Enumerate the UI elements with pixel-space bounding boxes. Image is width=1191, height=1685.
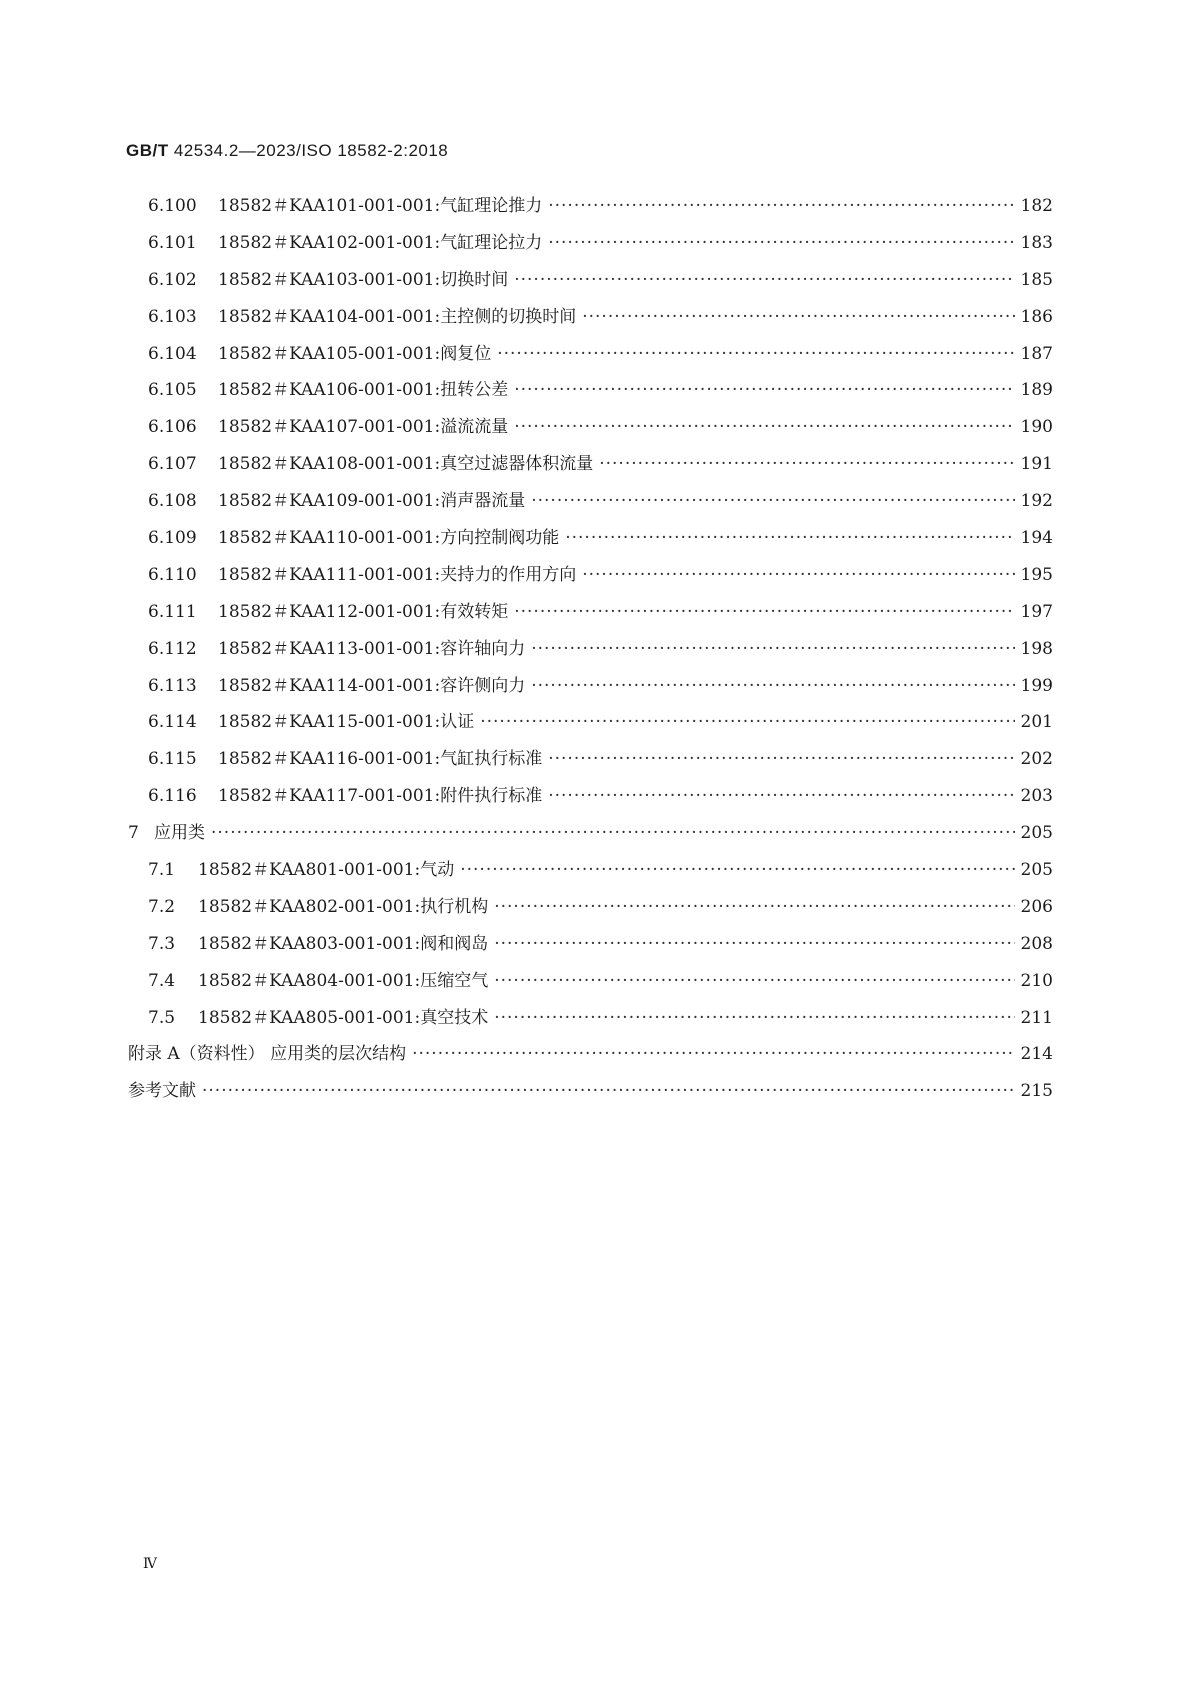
- toc-entry-title: 18582＃KAA109-001-001:消声器流量: [218, 491, 526, 512]
- toc-entry-title: 18582＃KAA803-001-001:阀和阀岛: [198, 933, 489, 954]
- toc-entry-number: 6.103: [148, 306, 197, 327]
- toc-entry-title: 应用类: [154, 823, 205, 844]
- toc-entry-page: 183: [1020, 232, 1053, 253]
- toc-entry-page: 192: [1020, 491, 1053, 512]
- toc-entry-number: 6.101: [148, 232, 197, 253]
- dot-leader: [494, 1008, 1014, 1028]
- toc-entry-page: 187: [1020, 343, 1053, 364]
- toc-entry[interactable]: [128, 966, 1053, 1003]
- dot-leader: [548, 749, 1014, 769]
- dot-leader: [494, 897, 1014, 917]
- toc-entry-page: 195: [1020, 564, 1053, 585]
- toc-entry-title: 18582＃KAA111-001-001:夹持力的作用方向: [218, 564, 577, 585]
- toc-entry[interactable]: [128, 412, 1053, 449]
- toc-entry-page: 197: [1020, 601, 1053, 622]
- toc-entry-number: 7: [128, 823, 139, 844]
- toc-entry[interactable]: [128, 302, 1053, 339]
- toc-entry-title: 18582＃KAA113-001-001:容许轴向力: [218, 638, 526, 659]
- dot-leader: [514, 270, 1014, 290]
- toc-entry[interactable]: [128, 375, 1053, 412]
- toc-entry-title: 参考文献: [128, 1081, 196, 1102]
- toc-entry-title: 18582＃KAA102-001-001:气缸理论拉力: [218, 232, 543, 253]
- dot-leader: [460, 860, 1014, 880]
- toc-entry-number: 6.112: [148, 638, 197, 659]
- toc-entry-number: 6.113: [148, 675, 197, 696]
- toc-entry-number: 6.108: [148, 491, 197, 512]
- dot-leader: [531, 491, 1014, 511]
- dot-leader: [582, 565, 1014, 585]
- toc-entry[interactable]: [128, 634, 1053, 671]
- toc-entry-page: 186: [1020, 306, 1053, 327]
- toc-entry-title: 18582＃KAA108-001-001:真空过滤器体积流量: [218, 454, 594, 475]
- toc-entry-number: 6.106: [148, 417, 197, 438]
- toc-entry-title: 附录 A（资料性） 应用类的层次结构: [128, 1044, 407, 1065]
- toc-entry-number: 6.115: [148, 749, 197, 770]
- toc-entry-title: 18582＃KAA103-001-001:切换时间: [218, 269, 509, 290]
- toc-entry-page: 206: [1020, 896, 1053, 917]
- dot-leader: [497, 344, 1014, 364]
- toc-entry-page: 198: [1020, 638, 1053, 659]
- toc-entry-title: 18582＃KAA106-001-001:扭转公差: [218, 380, 509, 401]
- toc-entry[interactable]: [128, 671, 1053, 708]
- dot-leader: [582, 307, 1014, 327]
- dot-leader: [514, 417, 1014, 437]
- toc-entry-number: 6.110: [148, 564, 197, 585]
- toc-entry-title: 18582＃KAA107-001-001:溢流流量: [218, 417, 509, 438]
- dot-leader: [202, 1081, 1015, 1101]
- toc-entry[interactable]: [128, 597, 1053, 634]
- toc-entry[interactable]: [128, 707, 1053, 744]
- toc-entry-page: 211: [1020, 1007, 1053, 1028]
- dot-leader: [531, 676, 1014, 696]
- toc-entry-page: 214: [1020, 1044, 1053, 1065]
- toc-entry[interactable]: [128, 228, 1053, 265]
- toc-entry-page: 205: [1020, 823, 1053, 844]
- dot-leader: [548, 786, 1014, 806]
- toc-entry-title: 18582＃KAA117-001-001:附件执行标准: [218, 786, 543, 807]
- toc-entry-number: 6.111: [148, 601, 197, 622]
- toc-entry-page: 215: [1020, 1081, 1053, 1102]
- dot-leader: [480, 712, 1014, 732]
- toc-entry-number: 6.114: [148, 712, 197, 733]
- toc-entry-number: 6.109: [148, 528, 197, 549]
- toc-entry-title: 18582＃KAA114-001-001:容许侧向力: [218, 675, 526, 696]
- toc-entry-page: 190: [1020, 417, 1053, 438]
- toc-entry[interactable]: [128, 929, 1053, 966]
- toc-entry[interactable]: [128, 818, 1053, 855]
- toc-entry-number: 7.5: [148, 1007, 176, 1028]
- toc-entry-title: 18582＃KAA101-001-001:气缸理论推力: [218, 196, 543, 216]
- toc-entry-number: 6.105: [148, 380, 197, 401]
- toc-entry-title: 18582＃KAA802-001-001:执行机构: [198, 896, 489, 917]
- dot-leader: [531, 639, 1014, 659]
- toc-entry-page: 182: [1020, 196, 1053, 216]
- toc-entry-title: 18582＃KAA801-001-001:气动: [198, 860, 455, 881]
- toc-entry-page: 201: [1020, 712, 1053, 733]
- toc-entry-title: 18582＃KAA110-001-001:方向控制阀功能: [218, 528, 560, 549]
- toc-entry[interactable]: [128, 560, 1053, 597]
- toc-entry-number: 6.100: [148, 196, 197, 216]
- dot-leader: [514, 380, 1014, 400]
- document-code-rest: 42534.2—2023/ISO 18582-2:2018: [168, 141, 449, 160]
- dot-leader: [599, 454, 1014, 474]
- toc-entry[interactable]: [128, 1003, 1053, 1040]
- toc-entry-number: 6.104: [148, 343, 197, 364]
- toc-entry-page: 194: [1020, 528, 1053, 549]
- toc-entry-page: 189: [1020, 380, 1053, 401]
- page-number: Ⅳ: [143, 1556, 157, 1572]
- dot-leader: [548, 196, 1014, 216]
- toc-entry[interactable]: [128, 781, 1053, 818]
- toc-entry[interactable]: [128, 486, 1053, 523]
- toc-entry-page: 185: [1020, 269, 1053, 290]
- toc-entry[interactable]: [128, 855, 1053, 892]
- toc-entry-page: 203: [1020, 786, 1053, 807]
- toc-entry-number: 6.102: [148, 269, 197, 290]
- toc-entry-title: 18582＃KAA104-001-001:主控侧的切换时间: [218, 306, 577, 327]
- toc-entry-page: 202: [1020, 749, 1053, 770]
- toc-entry[interactable]: [128, 523, 1053, 560]
- dot-leader: [514, 602, 1014, 622]
- toc-entry[interactable]: [128, 1076, 1053, 1113]
- dot-leader: [548, 233, 1014, 253]
- toc-entry[interactable]: [128, 1039, 1053, 1076]
- dot-leader: [412, 1044, 1014, 1064]
- document-code-prefix: GB/T: [126, 141, 169, 160]
- toc-entry-title: 18582＃KAA116-001-001:气缸执行标准: [218, 749, 543, 770]
- toc-entry-number: 6.107: [148, 454, 197, 475]
- toc-entry-number: 7.3: [148, 933, 176, 954]
- toc-entry-number: 7.4: [148, 970, 176, 991]
- toc-entry[interactable]: [128, 339, 1053, 376]
- toc-entry[interactable]: [128, 744, 1053, 781]
- toc-entry-page: 199: [1020, 675, 1053, 696]
- dot-leader: [565, 528, 1014, 548]
- toc-entry-page: 208: [1020, 933, 1053, 954]
- toc-entry-page: 210: [1020, 970, 1053, 991]
- dot-leader: [494, 934, 1014, 954]
- toc-entry-title: 18582＃KAA805-001-001:真空技术: [198, 1007, 489, 1028]
- toc-entry-page: 191: [1020, 454, 1053, 475]
- toc-entry-number: 7.2: [148, 896, 176, 917]
- toc-entry-page: 205: [1020, 860, 1053, 881]
- toc-entry[interactable]: [128, 191, 1053, 228]
- table-of-contents: [128, 191, 1053, 1113]
- dot-leader: [211, 823, 1015, 843]
- toc-entry-title: 18582＃KAA804-001-001:压缩空气: [198, 970, 489, 991]
- toc-entry[interactable]: [128, 892, 1053, 929]
- toc-entry-title: 18582＃KAA105-001-001:阀复位: [218, 343, 492, 364]
- toc-entry-title: 18582＃KAA115-001-001:认证: [218, 712, 475, 733]
- toc-entry-title: 18582＃KAA112-001-001:有效转矩: [218, 601, 509, 622]
- toc-entry-number: 7.1: [148, 860, 176, 881]
- dot-leader: [494, 971, 1014, 991]
- document-code: [126, 141, 448, 161]
- toc-entry[interactable]: [128, 449, 1053, 486]
- toc-entry[interactable]: [128, 265, 1053, 302]
- toc-entry-number: 6.116: [148, 786, 197, 807]
